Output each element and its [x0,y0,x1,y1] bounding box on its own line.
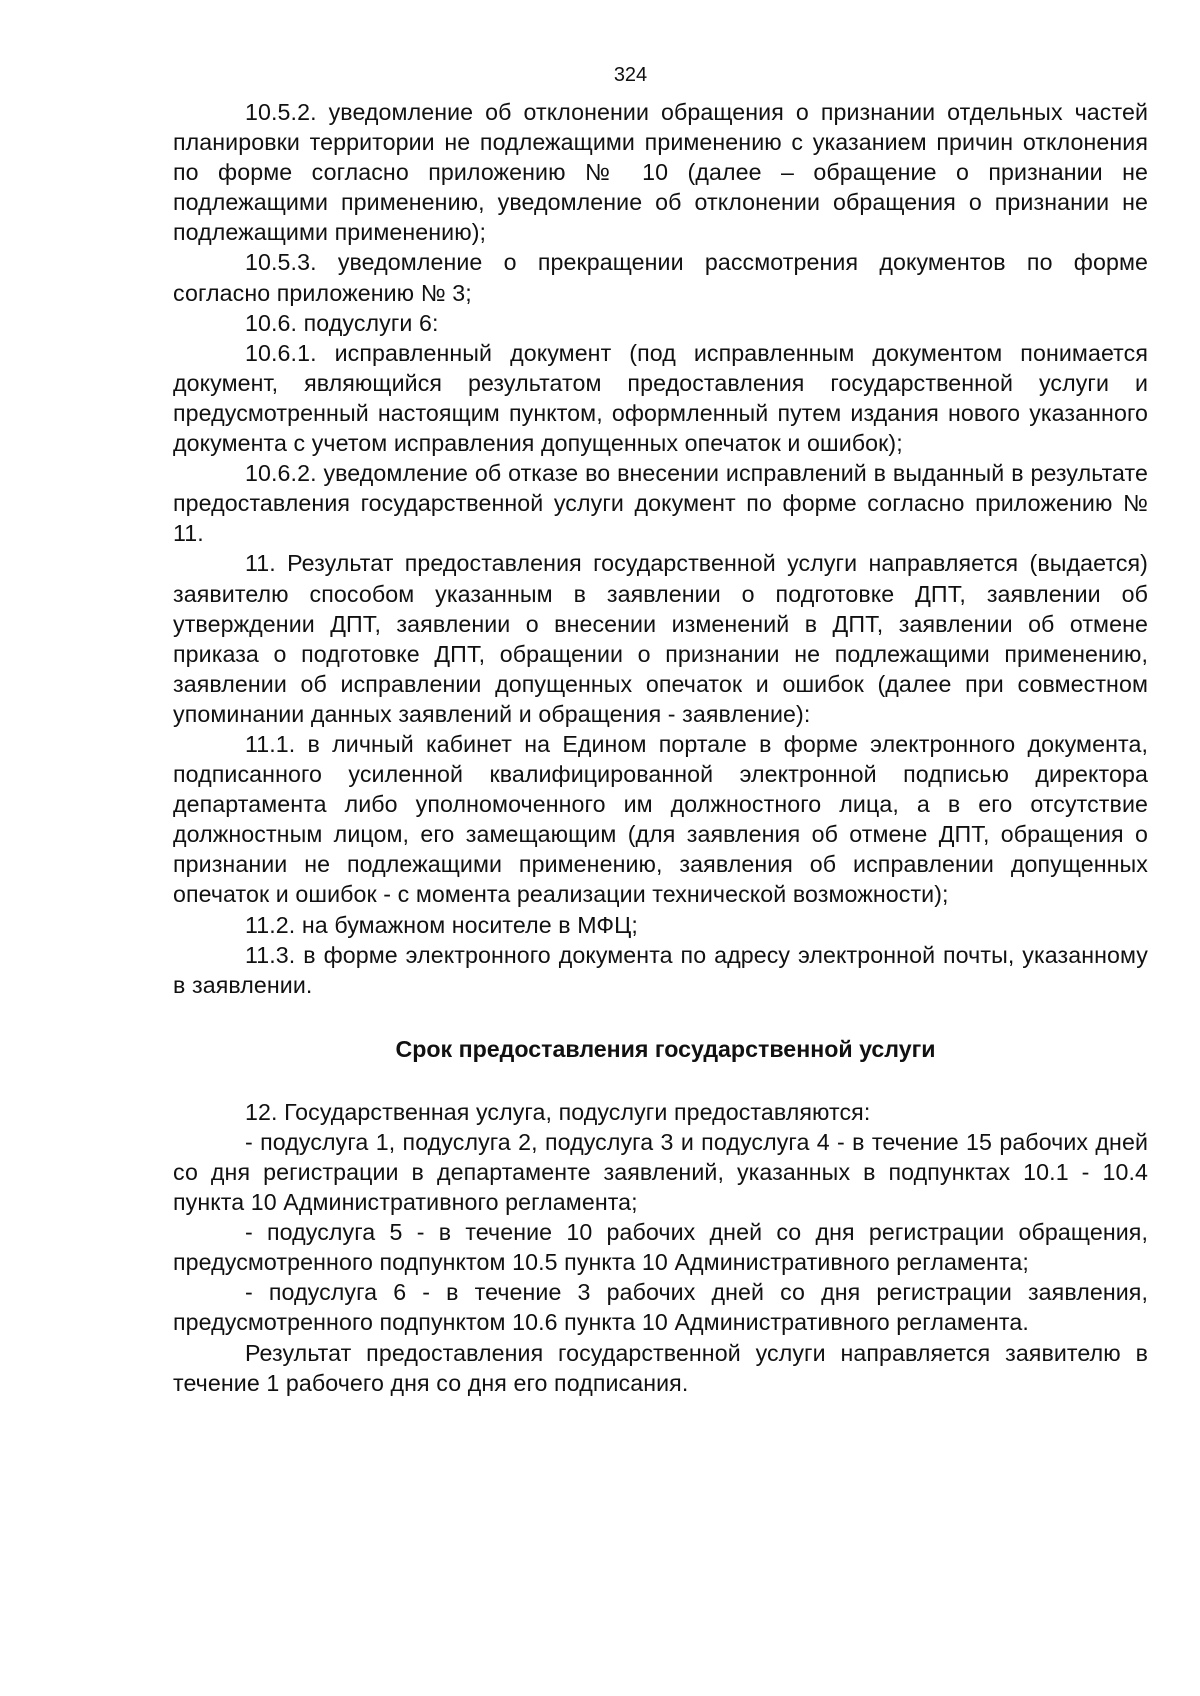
paragraph-12-item-1: - подуслуга 1, подуслуга 2, подуслуга 3 и подуслуга 4 - в течение 15 рабочих дней со дня регистрации в департаменте заявлений, указанных в подпунктах 10.1 - 10.4 пункта 10 Административного регламента; [173,1128,1148,1216]
section-heading: Срок предоставления государственной услуги [395,1035,936,1062]
paragraph-12-item-2: - подуслуга 5 - в течение 10 рабочих дней со дня регистрации обращения, предусмотренного подпунктом 10.5 пункта 10 Административного регламента; [173,1219,1148,1276]
paragraph-10-5-2: 10.5.2. уведомление об отклонении обращения о признании отдельных частей планировки территории не подлежащими применению с указанием причин отклонения по форме согласно приложению № 10 (далее – обращение о признании не подлежащими применению, уведомление об отклонении обращения о признании не подлежащими применению); [173,99,1148,246]
page-number: 324 [613,64,648,86]
paragraph-11-3: 11.3. в форме электронного документа по адресу электронной почты, указанному в заявлении. [173,941,1148,998]
paragraph-12-result: Результат предоставления государственной услуги направляется заявителю в течение 1 рабочего дня со дня его подписания. [173,1339,1148,1396]
paragraph-10-5-3: 10.5.3. уведомление о прекращении рассмотрения документов по форме согласно приложению № 3; [173,249,1148,306]
paragraph-11: 11. Результат предоставления государственной услуги направляется (выдается) заявителю способом указанным в заявлении о подготовке ДПТ, заявлении об утверждении ДПТ, заявлении о внесении изменений в ДПТ, заявлении об отмене приказа о подготовке ДПТ, обращении о признании не подлежащими применению, заявлении об исправлении допущенных опечаток и ошибок (далее при совместном упоминании данных заявлений и обращения - заявление): [173,550,1148,727]
paragraph-12: 12. Государственная услуга, подуслуги предоставляются: [245,1098,871,1125]
paragraph-12-item-3: - подуслуга 6 - в течение 3 рабочих дней со дня регистрации заявления, предусмотренного подпунктом 10.6 пункта 10 Административного регламента. [173,1279,1148,1336]
paragraph-10-6-2: 10.6.2. уведомление об отказе во внесении исправлений в выданный в результате предоставления государственной услуги документ по форме согласно приложению № 11. [173,460,1148,547]
paragraph-10-6-1: 10.6.1. исправленный документ (под исправленным документом понимается документ, являющийся результатом предоставления государственной услуги и предусмотренный настоящим пунктом, оформленный путем издания нового указанного документа с учетом исправления допущенных опечаток и ошибок); [173,339,1148,457]
paragraph-11-2: 11.2. на бумажном носителе в МФЦ; [245,911,638,938]
paragraph-11-1: 11.1. в личный кабинет на Едином портале в форме электронного документа, подписанного усиленной квалифицированной электронной подписью директора департамента либо уполномоченного им должностного лица, а в его отсутствие должностным лицом, его замещающим (для заявления об отмене ДПТ, обращения о признании не подлежащими применению, заявления об исправлении допущенных опечаток и ошибок - с момента реализации технической возможности); [173,730,1148,908]
paragraph-10-6: 10.6. подуслуги 6: [245,309,439,336]
